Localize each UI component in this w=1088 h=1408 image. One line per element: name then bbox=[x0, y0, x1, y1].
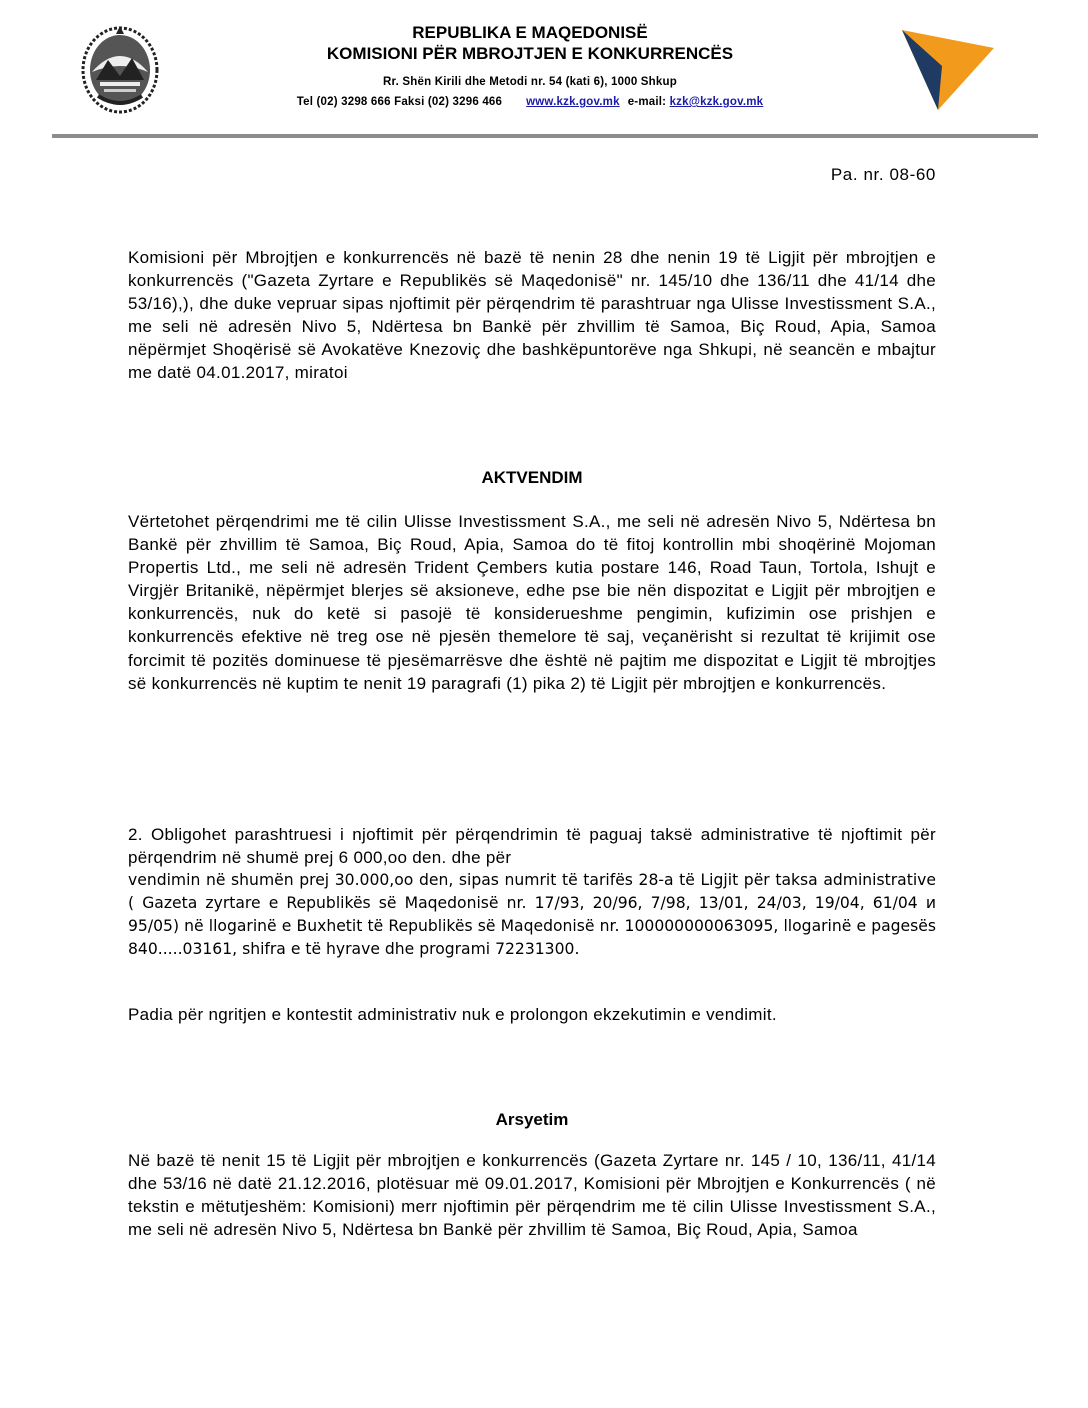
contact-line bbox=[170, 94, 890, 110]
decision-paragraph-2-lead: 2. Obligohet parashtruesi i njoftimit për përqendrimin të paguaj taksë administrative të njoftimit për përqendrim në shumë prej 6 000,oo den. dhe për bbox=[128, 825, 936, 868]
intro-paragraph: Komisioni për Mbrojtjen e konkurrencës në bazë të nenin 28 dhe nenin 19 të Ligjit për mbrojtjen e konkurrencës ("Gazeta Zyrtare e Republikës së Maqedonisë" nr. 145/10 dhe 136/11 dhe 41/14 dhe 53/16),), dhe duke vepruar sipas njoftimit për përqendrim të parashtruar nga Ulisse Investissment S.A., me seli në adresën Nivo 5, Ndërtesa bn Bankë për zhvillim të Samoa, Biç Roud, Apia, Samoa nëpërmjet Shoqërisë së Avokatëve Knezoviç dhe bashkëpuntorëve nga Shkupi, në seancën e mbajtur me datë 04.01.2017, miratoi bbox=[128, 248, 936, 383]
decision-paragraph-2-rest: vendimin në shumën prej 30.000,oo den, sipas numrit të tarifës 28-a të Ligjit për taksa administrative ( Gazeta zyrtare e Republikës së Maqedonisë nr. 17/93, 20/96, 7/98, 13/01, 24/03, 19/04, 61/04 и 95/05) në llogarinë e Buxhetit të Republikës së Maqedonisë nr. 100000000063095, llogarinë e pagesës 840.....03161, shifra e të hyrave dhe programi 72231300. bbox=[128, 871, 936, 959]
decision-paragraph-3: Padia për ngritjen e kontestit administrativ nuk e prolongon ekzekutimin e vendimit. bbox=[128, 1005, 777, 1024]
phone-fax: Tel (02) 3298 666 Faksi (02) 3296 466 bbox=[296, 96, 503, 108]
email-label: e-mail: bbox=[627, 96, 667, 108]
decision-heading: AKTVENDIM bbox=[481, 468, 583, 487]
address-line: Rr. Shën Kirili dhe Metodi nr. 54 (kati 6), 1000 Shkup bbox=[383, 76, 677, 88]
website-link[interactable]: www.kzk.gov.mk bbox=[526, 96, 620, 108]
reasoning-paragraph-1: Në bazë të nenit 15 të Ligjit për mbrojtjen e konkurrencës (Gazeta Zyrtare nr. 145 / 10, 136/11, 41/14 dhe 53/16 në datë 21.12.2016, plotësuar më 09.01.2017, Komisioni për Mbrojtjen e Konkurrencës ( në tekstin e mëtutjeshëm: Komisioni) merr njoftimin për përqendrim me të cilin Ulisse Investissment S.A., me seli në adresën Nivo 5, Ndërtesa bn Bankë për zhvillim të Samoa, Biç Roud, Apia, Samoa bbox=[128, 1151, 936, 1240]
coat-of-arms-icon bbox=[80, 20, 160, 114]
email-link[interactable]: kzk@kzk.gov.mk bbox=[669, 96, 764, 108]
kzk-logo-icon bbox=[898, 26, 996, 112]
decision-paragraph-1: Vërtetohet përqendrimi me të cilin Ulisse Investissment S.A., me seli në adresën Nivo 5, Ndërtesa bn Bankë për zhvillim të Samoa, Biç Roud, Apia, Samoa do të fitoj kontrollin mbi shoqërinë Mojoman Propertis Ltd., me seli në adresën Trident Çembers kutia postare 146, Road Taun, Tortola, Ishujt e Virgjër Britanikë, nëpërmjet blerjes së aksioneve, edhe pse bie nën dispozitat e Ligjit për mbrojtjen e konkurrencës, nuk do ketë si pasojë të konsiderueshme pengimin, kufizimin ose prishjen e konkurrencës efektive në treg ose në pjesën themelore të saj, veçanërisht si rezultat të krijimit ose forcimit të pozitës dominuese të pjesëmarrësve dhe është në pajtim me dispozitat e Ligjit të mbrojtjes së konkurrencës në kuptim te nenit 19 paragrafi (1) pika 2) të Ligjit për mbrojtjen e konkurrencës. bbox=[128, 512, 936, 693]
letterhead bbox=[170, 22, 890, 110]
country-title: REPUBLIKA E MAQEDONISË bbox=[412, 23, 648, 42]
reference-number: Pa. nr. 08-60 bbox=[830, 165, 936, 184]
reasoning-heading: Arsyetim bbox=[495, 1110, 569, 1129]
institution-title: KOMISIONI PËR MBROJTJEN E KONKURRENCËS bbox=[326, 44, 734, 63]
header-divider bbox=[52, 134, 1038, 138]
